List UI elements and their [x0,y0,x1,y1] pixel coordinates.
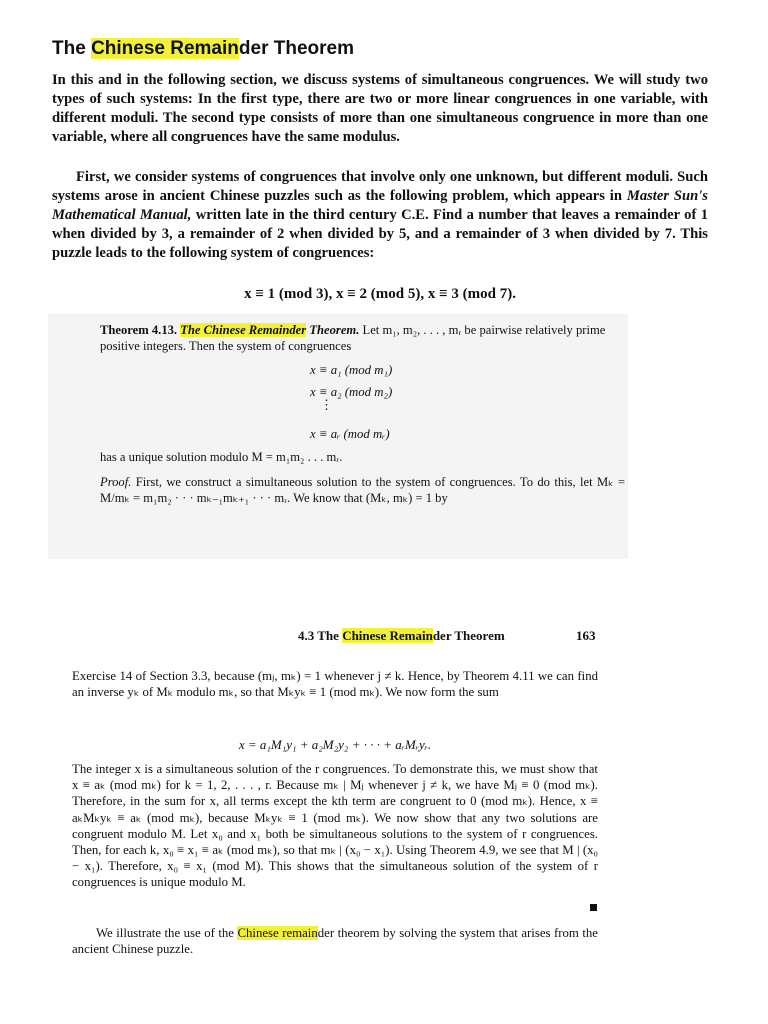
theorem-conclusion: has a unique solution modulo M = m₁m₂ . . . mᵣ. [100,450,343,464]
theorem-statement [100,322,620,354]
running-head-text: 4.3 The [298,628,343,643]
theorem-label: Theorem 4.13. [100,323,178,337]
vertical-ellipsis: ⋮ [320,397,333,412]
illus-highlight: Chinese remain [237,926,318,940]
running-head-text-end: der Theorem [432,628,505,643]
title-highlight: Chinese Remain [91,38,239,59]
qed-square-icon [590,904,597,911]
theorem-name-highlight: The Chinese Remainder [180,323,307,337]
congruence-2: x ≡ a₂ (mod m₂) [310,385,393,399]
intro-paragraph-2 [52,168,708,263]
illustration-paragraph [72,925,598,957]
running-head [298,628,505,644]
theorem-text: Let m₁, m₂, . . . , mᵣ be pairwise relatively prime positive integers. Then the system of congruences [100,323,606,353]
sum-equation: x = a₁M₁y₁ + a₂M₂y₂ + · · · + aᵣMᵣyᵣ. [238,737,432,752]
congruence-1: x ≡ a₁ (mod m₁) [310,363,393,377]
illus-text-end: der theorem by solving the system that arises from the ancient Chinese puzzle. [72,926,598,957]
page-number: 163 [576,628,596,643]
theorem-name: Theorem. [306,323,360,337]
proof-start [100,474,625,506]
intro-p2-text-b: written late in the third century C.E. Find a number that leaves a remainder of 1 when divided by 3, a remainder of 2 when divided by 5, and a remainder of 3 when divided by 7. This puzzle leads to the following system of congruences: [52,207,708,261]
congruence-r: x ≡ aᵣ (mod mᵣ) [310,427,390,441]
intro-paragraph-1: In this and in the following section, we discuss systems of simultaneous congruences. We will study two types of such systems: In the first type, there are two or more linear congruences in one variable, with different moduli. The second type consists of more than one simultaneous congruence in more than one variable, where all congruences have the same modulus. [52,72,708,145]
proof-label: Proof. [100,475,132,489]
proof-continuation: The integer x is a simultaneous solution of the r congruences. To demonstrate this, we must show that x ≡ aₖ (mod mₖ) for k = 1, 2, . . . , r. Because mₖ | Mⱼ whenever j ≠ k, we have Mⱼ ≡ 0 (mod mₖ). Therefore, in the sum for x, all terms except the kth term are congruent to 0 (mod mₖ). Hence, x ≡ aₖMₖyₖ ≡ aₖ (mod mₖ), because Mₖyₖ ≡ 1 (mod mₖ). We now show that any two solutions are congruent modulo M. Let x₀ and x₁ both be simultaneous solutions to the system of r congruences. Then, for each k, x₀ ≡ x₁ ≡ aₖ (mod mₖ), so that mₖ | (x₀ − x₁). Using Theorem 4.9, we see that M | (x₀ − x₁). Therefore, x₀ ≡ x₁ (mod M). This shows that the simultaneous solution of the system of r congruences is unique modulo M. [72,762,598,890]
title-text-end: der Theorem [238,38,354,59]
exercise-paragraph: Exercise 14 of Section 3.3, because (mⱼ, mₖ) = 1 whenever j ≠ k. Hence, by Theorem 4.11 we can find an inverse yₖ of Mₖ modulo mₖ, so that Mₖyₖ ≡ 1 (mod mₖ). We now form the sum [72,669,598,700]
proof-text: First, we construct a simultaneous solution to the system of congruences. To do this, let Mₖ = M/mₖ = m₁m₂ · · · mₖ₋₁mₖ₊₁ · · · mᵣ. We know that (Mₖ, mₖ) = 1 by [100,475,625,505]
intro-p2-text-a: First, we consider systems of congruences that involve only one unknown, but different moduli. Such systems arose in ancient Chinese puzzles such as the following problem, which appears in [52,169,708,204]
illus-text: We illustrate the use of the [96,926,238,940]
running-head-highlight: Chinese Remain [342,628,433,643]
title-text: The [52,38,92,59]
congruence-system: x ≡ 1 (mod 3), x ≡ 2 (mod 5), x ≡ 3 (mod 7). [244,286,516,302]
page-title [52,38,354,60]
book-title: Master Sun's Mathematical Manual, [52,188,708,223]
